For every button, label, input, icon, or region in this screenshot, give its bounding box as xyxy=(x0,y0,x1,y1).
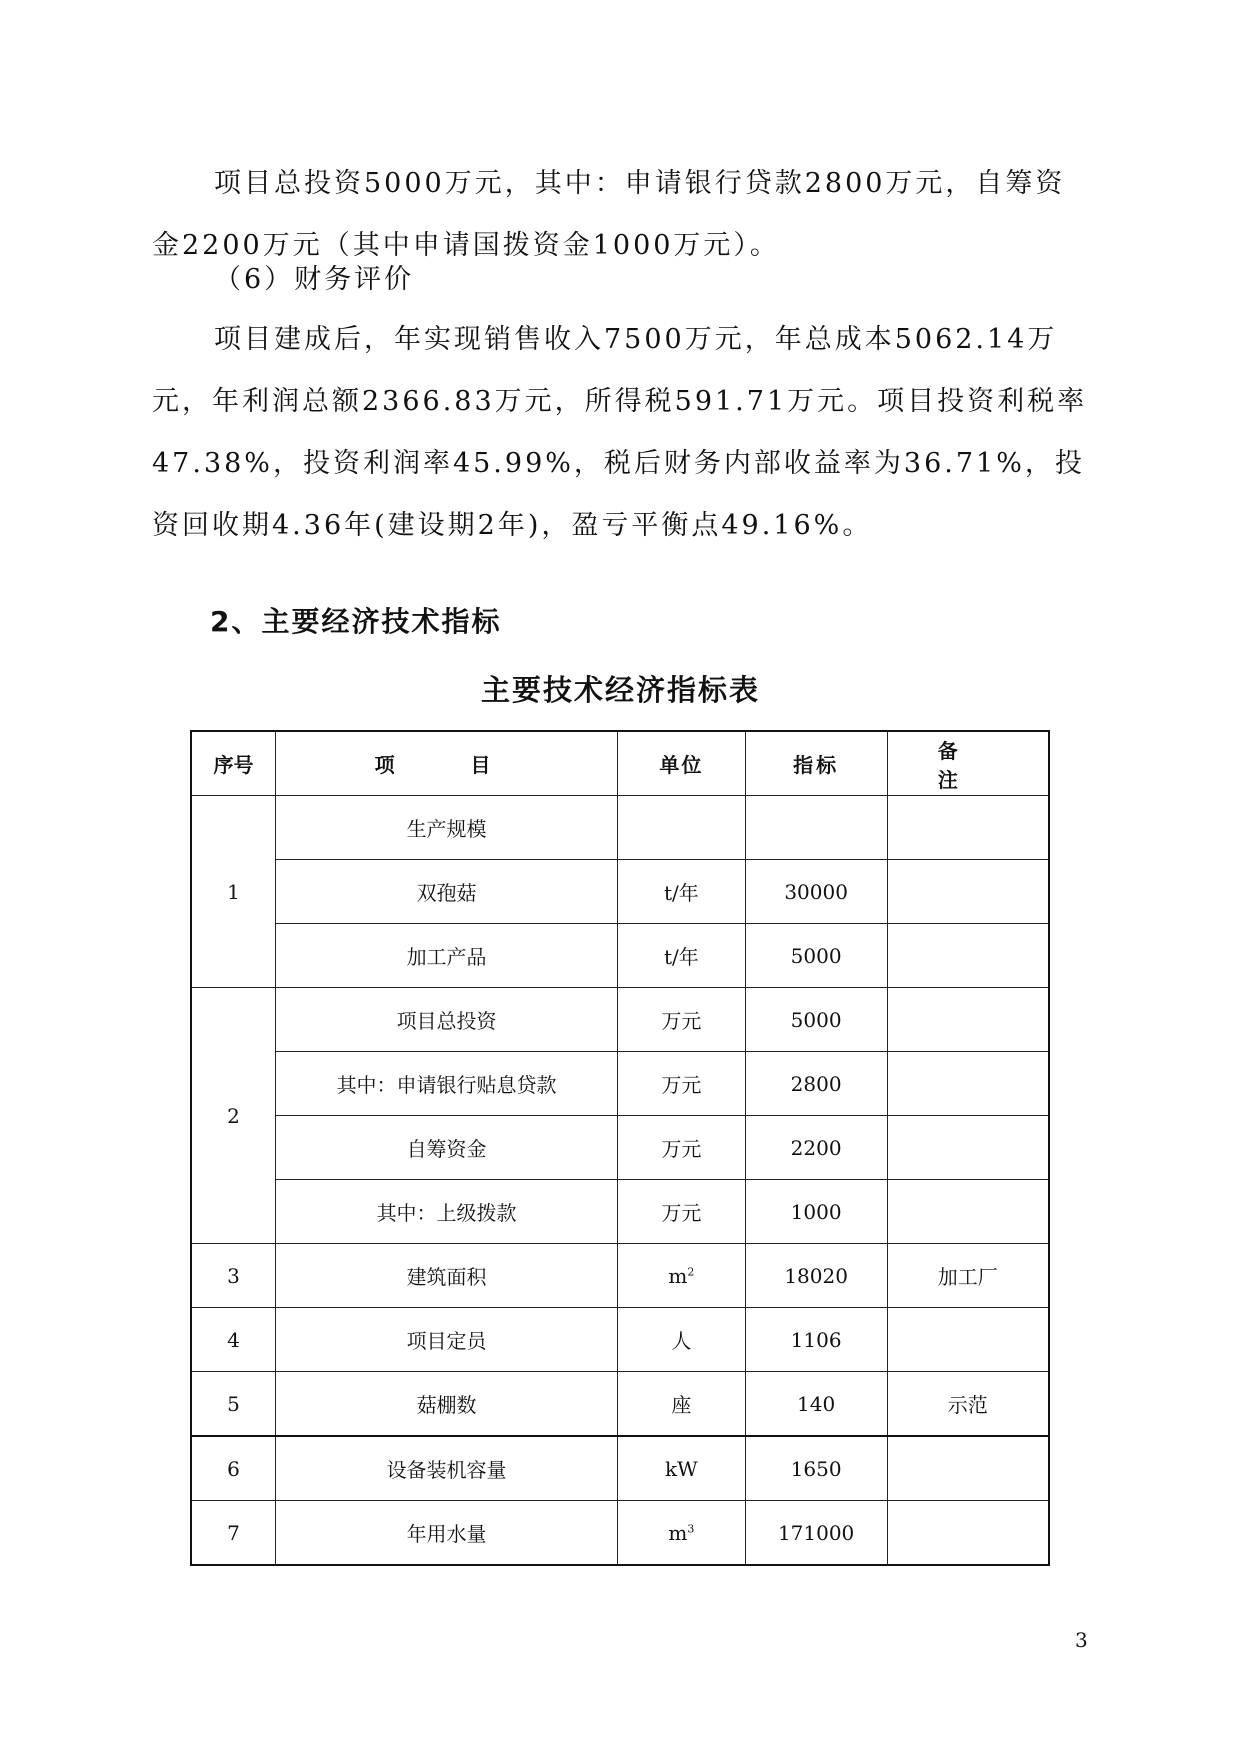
row-note xyxy=(887,1052,1049,1116)
row-no: 3 xyxy=(191,1244,276,1308)
table-row xyxy=(191,988,1049,1052)
row-item: 加工产品 xyxy=(276,924,618,988)
row-value xyxy=(745,796,887,860)
table-row xyxy=(191,924,1049,988)
row-item: 项目总投资 xyxy=(276,988,618,1052)
row-unit xyxy=(618,1501,746,1566)
row-note xyxy=(887,1180,1049,1244)
row-item: 建筑面积 xyxy=(276,1244,618,1308)
row-no: 1 xyxy=(191,796,276,988)
table-row xyxy=(191,1372,1049,1437)
row-item: 项目定员 xyxy=(276,1308,618,1372)
row-unit: 万元 xyxy=(618,1052,746,1116)
row-note xyxy=(887,1436,1049,1501)
header-note: 备 注 xyxy=(887,731,1049,796)
table-row xyxy=(191,1052,1049,1116)
table-row xyxy=(191,1436,1049,1501)
row-item: 菇棚数 xyxy=(276,1372,618,1437)
row-note xyxy=(887,796,1049,860)
row-value: 30000 xyxy=(745,860,887,924)
header-item: 项 目 xyxy=(276,731,618,796)
metrics-table xyxy=(190,730,1058,1566)
table-row xyxy=(191,1244,1049,1308)
header-value: 指标 xyxy=(745,731,887,796)
row-unit: kW xyxy=(618,1436,746,1501)
row-value: 2800 xyxy=(745,1052,887,1116)
row-item: 自筹资金 xyxy=(276,1116,618,1180)
row-no: 7 xyxy=(191,1501,276,1566)
table-row xyxy=(191,860,1049,924)
row-item: 其中：上级拨款 xyxy=(276,1180,618,1244)
row-item: 年用水量 xyxy=(276,1501,618,1566)
unit-superscript: 3 xyxy=(687,1521,695,1535)
header-unit: 单位 xyxy=(618,731,746,796)
row-note xyxy=(887,924,1049,988)
header-no: 序号 xyxy=(191,731,276,796)
row-value: 140 xyxy=(745,1372,887,1437)
row-item: 其中：申请银行贴息贷款 xyxy=(276,1052,618,1116)
row-unit: 座 xyxy=(618,1372,746,1437)
table-row xyxy=(191,796,1049,860)
row-unit: 万元 xyxy=(618,1116,746,1180)
row-value: 1106 xyxy=(745,1308,887,1372)
unit-superscript: 2 xyxy=(687,1264,695,1278)
row-no: 6 xyxy=(191,1436,276,1501)
row-value: 1650 xyxy=(745,1436,887,1501)
row-unit: 万元 xyxy=(618,1180,746,1244)
row-no: 4 xyxy=(191,1308,276,1372)
row-note xyxy=(887,1308,1049,1372)
row-note: 示范 xyxy=(887,1372,1049,1437)
unit-text: m xyxy=(668,1263,688,1288)
unit-text: m xyxy=(668,1520,688,1545)
section-heading: 2、主要经济技术指标 xyxy=(210,605,502,638)
row-item: 设备装机容量 xyxy=(276,1436,618,1501)
row-value: 5000 xyxy=(745,988,887,1052)
row-note xyxy=(887,988,1049,1052)
table-row xyxy=(191,1116,1049,1180)
page-number: 3 xyxy=(1075,1628,1088,1652)
row-unit: 万元 xyxy=(618,988,746,1052)
row-unit: t/年 xyxy=(618,860,746,924)
row-value: 5000 xyxy=(745,924,887,988)
row-note: 加工厂 xyxy=(887,1244,1049,1308)
row-item: 生产规模 xyxy=(276,796,618,860)
row-value: 171000 xyxy=(745,1501,887,1566)
row-value: 18020 xyxy=(745,1244,887,1308)
financial-evaluation-subheading: （6）财务评价 xyxy=(214,264,415,295)
table-row xyxy=(191,1180,1049,1244)
row-unit: 人 xyxy=(618,1308,746,1372)
row-value: 2200 xyxy=(745,1116,887,1180)
table-row xyxy=(191,1501,1049,1566)
table-header-row xyxy=(191,731,1049,796)
table-row xyxy=(191,1308,1049,1372)
row-note xyxy=(887,1116,1049,1180)
row-note xyxy=(887,1501,1049,1566)
table-title: 主要技术经济指标表 xyxy=(480,673,760,707)
row-unit xyxy=(618,796,746,860)
row-note xyxy=(887,860,1049,924)
row-no: 2 xyxy=(191,988,276,1244)
row-unit xyxy=(618,1244,746,1308)
financial-evaluation-paragraph: 项目建成后，年实现销售收入7500万元，年总成本5062.14万元，年利润总额2366.83万元，所得税591.71万元。项目投资利税率47.38%，投资利润率45.99%，税后财务内部收益率为36.71%，投资回收期4.36年(建设期2年)，盈亏平衡点49.16%。 xyxy=(152,324,1088,541)
row-item: 双孢菇 xyxy=(276,860,618,924)
row-no: 5 xyxy=(191,1372,276,1437)
investment-paragraph: 项目总投资5000万元，其中：申请银行贷款2800万元，自筹资金2200万元（其中申请国拨资金1000万元）。 xyxy=(152,168,1066,261)
row-value: 1000 xyxy=(745,1180,887,1244)
row-unit: t/年 xyxy=(618,924,746,988)
